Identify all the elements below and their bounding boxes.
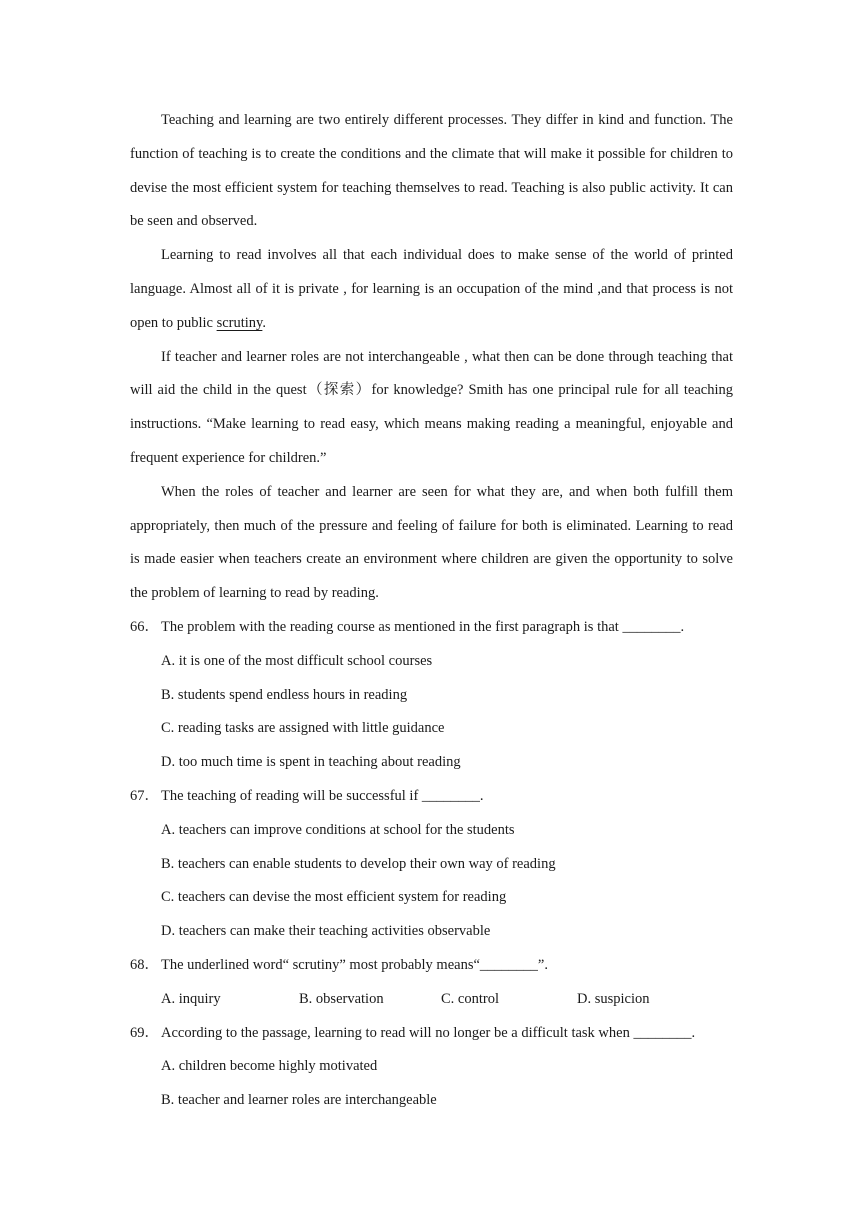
underlined-word-scrutiny: scrutiny (216, 314, 263, 331)
question-text: The teaching of reading will be successful if ________. (161, 787, 484, 804)
question-66 (130, 611, 733, 780)
option-a: A. teachers can improve conditions at school for the students (161, 821, 515, 838)
question-number: 68． (130, 956, 159, 973)
question-text: The problem with the reading course as mentioned in the first paragraph is that ________. (161, 618, 685, 635)
option-a: A. children become highly motivated (161, 1058, 378, 1075)
question-number: 69． (130, 1024, 159, 1041)
document-page (130, 104, 733, 1118)
option-b: B. teachers can enable students to develop their own way of reading (161, 855, 556, 872)
question-69-stem (130, 1017, 733, 1051)
option-b: B. teacher and learner roles are interchangeable (161, 1092, 437, 1109)
question-68 (130, 949, 733, 1017)
question-66-stem (130, 611, 733, 645)
paragraph-2-text: Learning to read involves all that each individual does to make sense of the world of printed language. Almost all of it is private , for learning is an occupation of the mind ,and that process is not open to public (130, 247, 733, 331)
question-69 (130, 1017, 733, 1118)
question-number: 66． (130, 618, 159, 635)
option-a: A. inquiry (161, 990, 221, 1007)
question-text: According to the passage, learning to read will no longer be a difficult task when ________. (161, 1024, 696, 1041)
options-row (130, 983, 733, 1017)
option-d: D. too much time is spent in teaching about reading (161, 754, 461, 771)
option-d: D. suspicion (577, 990, 650, 1007)
paragraph-2-end: . (262, 314, 266, 331)
question-number: 67． (130, 787, 159, 804)
question-68-stem (130, 949, 733, 983)
question-67 (130, 780, 733, 949)
passage-paragraph-4: When the roles of teacher and learner are seen for what they are, and when both fulfill them appropriately, then much of the pressure and feeling of failure for both is eliminated. Learning to read is made easier when teachers create an environment where children are given the opportunity to solve the problem of learning to read by reading. (130, 483, 733, 602)
option-d: D. teachers can make their teaching activities observable (161, 923, 491, 940)
option-c: C. reading tasks are assigned with little guidance (161, 720, 445, 737)
question-67-stem (130, 780, 733, 814)
option-b: B. students spend endless hours in reading (161, 686, 408, 703)
passage-paragraph-2 (130, 239, 733, 340)
question-text: The underlined word“ scrutiny” most probably means“________”. (161, 956, 548, 973)
option-b: B. observation (299, 990, 384, 1007)
option-c: C. teachers can devise the most efficient system for reading (161, 889, 507, 906)
option-c: C. control (441, 990, 499, 1007)
option-a: A. it is one of the most difficult school courses (161, 652, 433, 669)
passage-paragraph-1: Teaching and learning are two entirely different processes. They differ in kind and function. The function of teaching is to create the conditions and the climate that will make it possible for children to devise the most efficient system for teaching themselves to read. Teaching is also public activity. It can be seen and observed. (130, 112, 733, 230)
passage-paragraph-3: If teacher and learner roles are not interchangeable , what then can be done through teaching that will aid the child in the quest（探索）for knowledge? Smith has one principal rule for all teaching instructions. “Make learning to read easy, which means making reading a meaningful, enjoyable and frequent experience for children.” (130, 348, 733, 466)
